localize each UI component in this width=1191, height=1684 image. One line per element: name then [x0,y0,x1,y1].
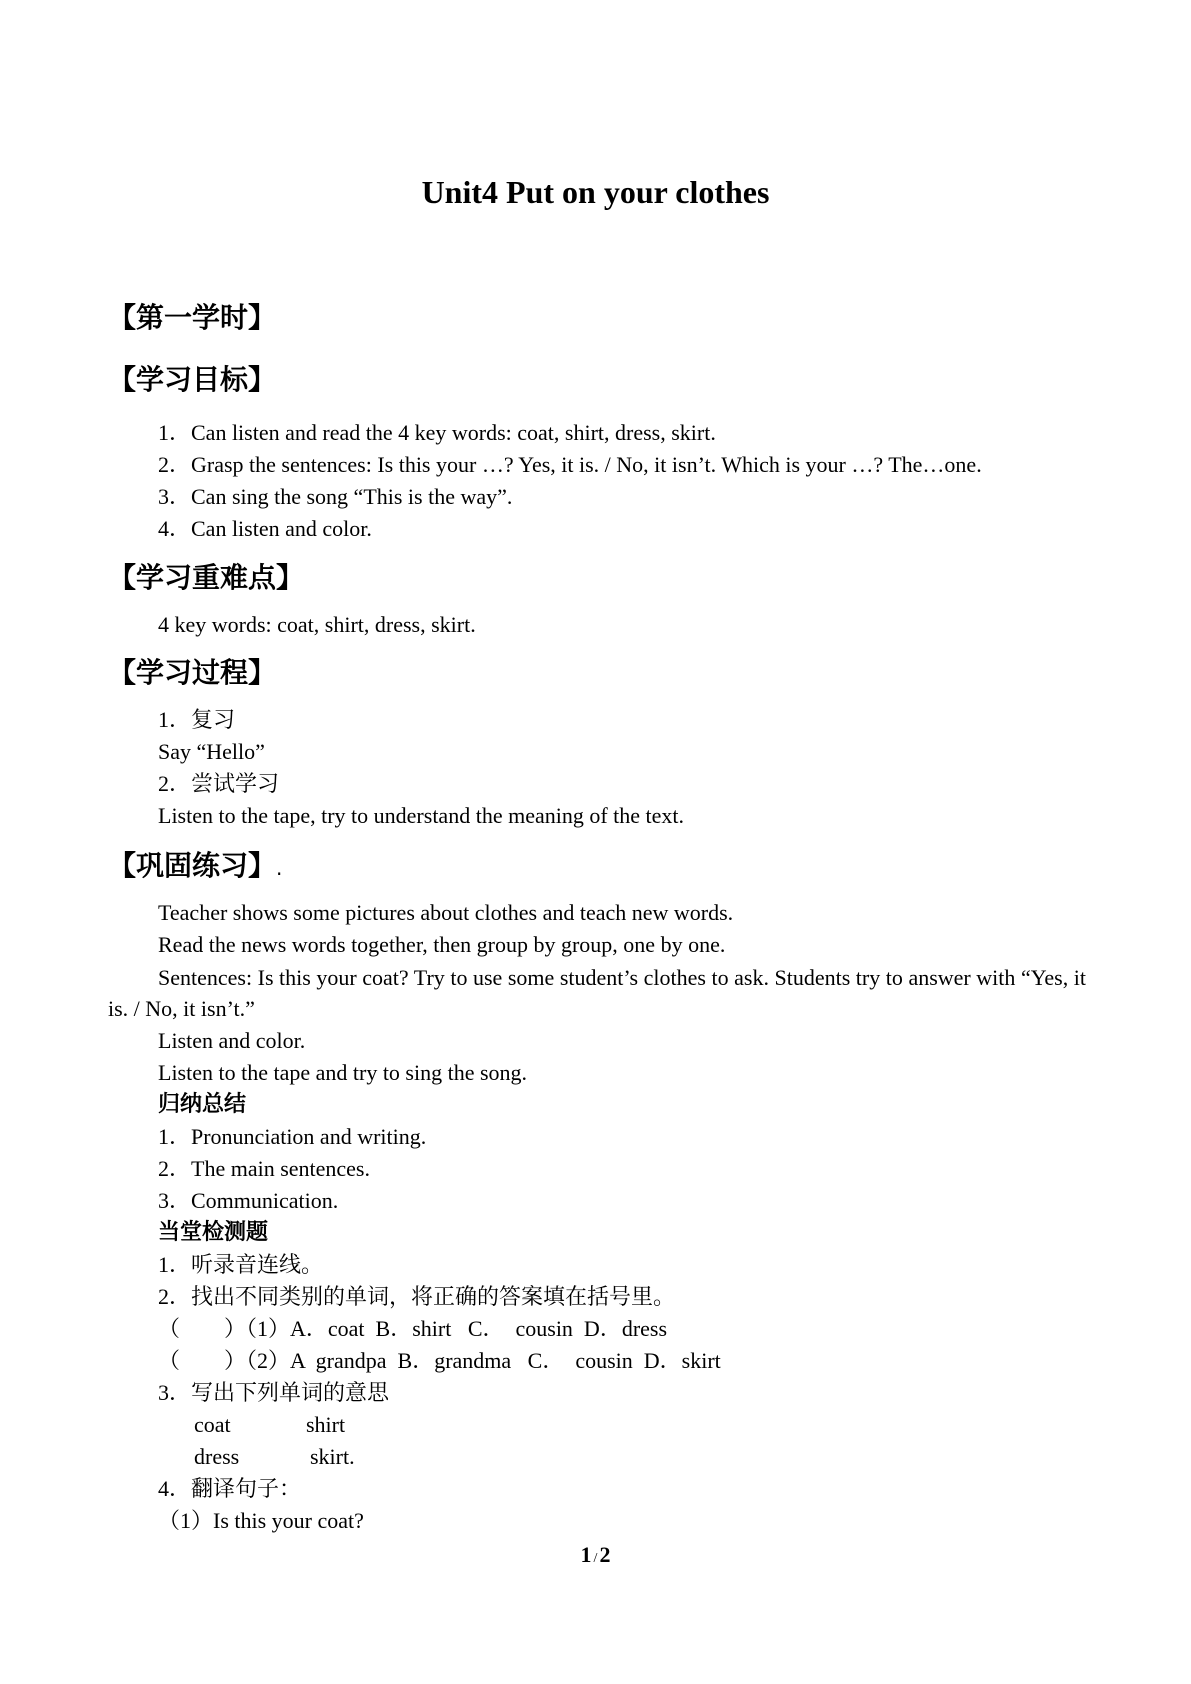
test-heading: 当堂检测题 [158,1220,269,1245]
summary-heading: 归纳总结 [158,1092,247,1117]
process-item: Listen to the tape, try to understand the meaning of the text. [158,803,685,828]
practice-line: Listen and color. [158,1028,306,1053]
vocab-word: shirt [306,1412,346,1437]
test-choice-row: （ ）（2）A grandpa B．grandma C． cousin D．skirt [158,1348,721,1373]
test-question-1: 1．听录音连线。 [158,1252,324,1277]
test-question-3: 3．写出下列单词的意思 [158,1380,390,1405]
page-title: Unit4 Put on your clothes [421,174,770,210]
objective-item: 4．Can listen and color. [158,516,372,541]
summary-item: 1．Pronunciation and writing. [158,1124,427,1149]
test-question-2: 2．找出不同类别的单词，将正确的答案填在括号里。 [158,1284,676,1309]
practice-heading-text: 【巩固练习】 [108,849,277,882]
practice-paragraph: Sentences: Is this your coat? Try to use some student’s clothes to ask. Students try to answer with “Yes, it is. / No, it isn’t.” [108,965,1086,1021]
summary-item: 3．Communication. [158,1188,339,1213]
objective-item: 2．Grasp the sentences: Is this your …? Yes, it is. / No, it isn’t. Which is your …? The…one. [158,452,982,477]
process-item: 1．复习 [158,707,236,732]
page-separator: / [593,1551,598,1566]
page-number [0,1540,1191,1574]
test-translation-item: （1）Is this your coat? [158,1508,364,1533]
objective-item: 3．Can sing the song “This is the way”. [158,484,513,509]
practice-line: Teacher shows some pictures about clothes and teach new words. [158,900,734,925]
process-item: 2．尝试学习 [158,771,280,796]
page-total: 2 [599,1542,611,1567]
section-heading-lesson: 【第一学时】 [108,301,277,334]
keypoints-text: 4 key words: coat, shirt, dress, skirt. [158,612,476,637]
practice-line: Read the news words together, then group by group, one by one. [158,932,726,957]
section-heading-process: 【学习过程】 [108,656,277,689]
test-choice-row: （ ）（1）A．coat B．shirt C． cousin D．dress [158,1316,668,1341]
practice-line: Listen to the tape and try to sing the song. [158,1060,528,1085]
section-heading-practice [108,848,282,886]
summary-item: 2．The main sentences. [158,1156,370,1181]
section-heading-keypoints: 【学习重难点】 [108,561,305,594]
vocab-word: dress [194,1444,240,1469]
test-question-4: 4．翻译句子： [158,1476,302,1501]
vocab-word: coat [194,1412,231,1437]
vocab-word: skirt. [310,1444,355,1469]
practice-heading-mark: . [276,856,283,880]
process-item: Say “Hello” [158,739,265,764]
page-current: 1 [580,1542,592,1567]
section-heading-objectives: 【学习目标】 [108,363,277,396]
objective-item: 1．Can listen and read the 4 key words: coat, shirt, dress, skirt. [158,420,716,445]
